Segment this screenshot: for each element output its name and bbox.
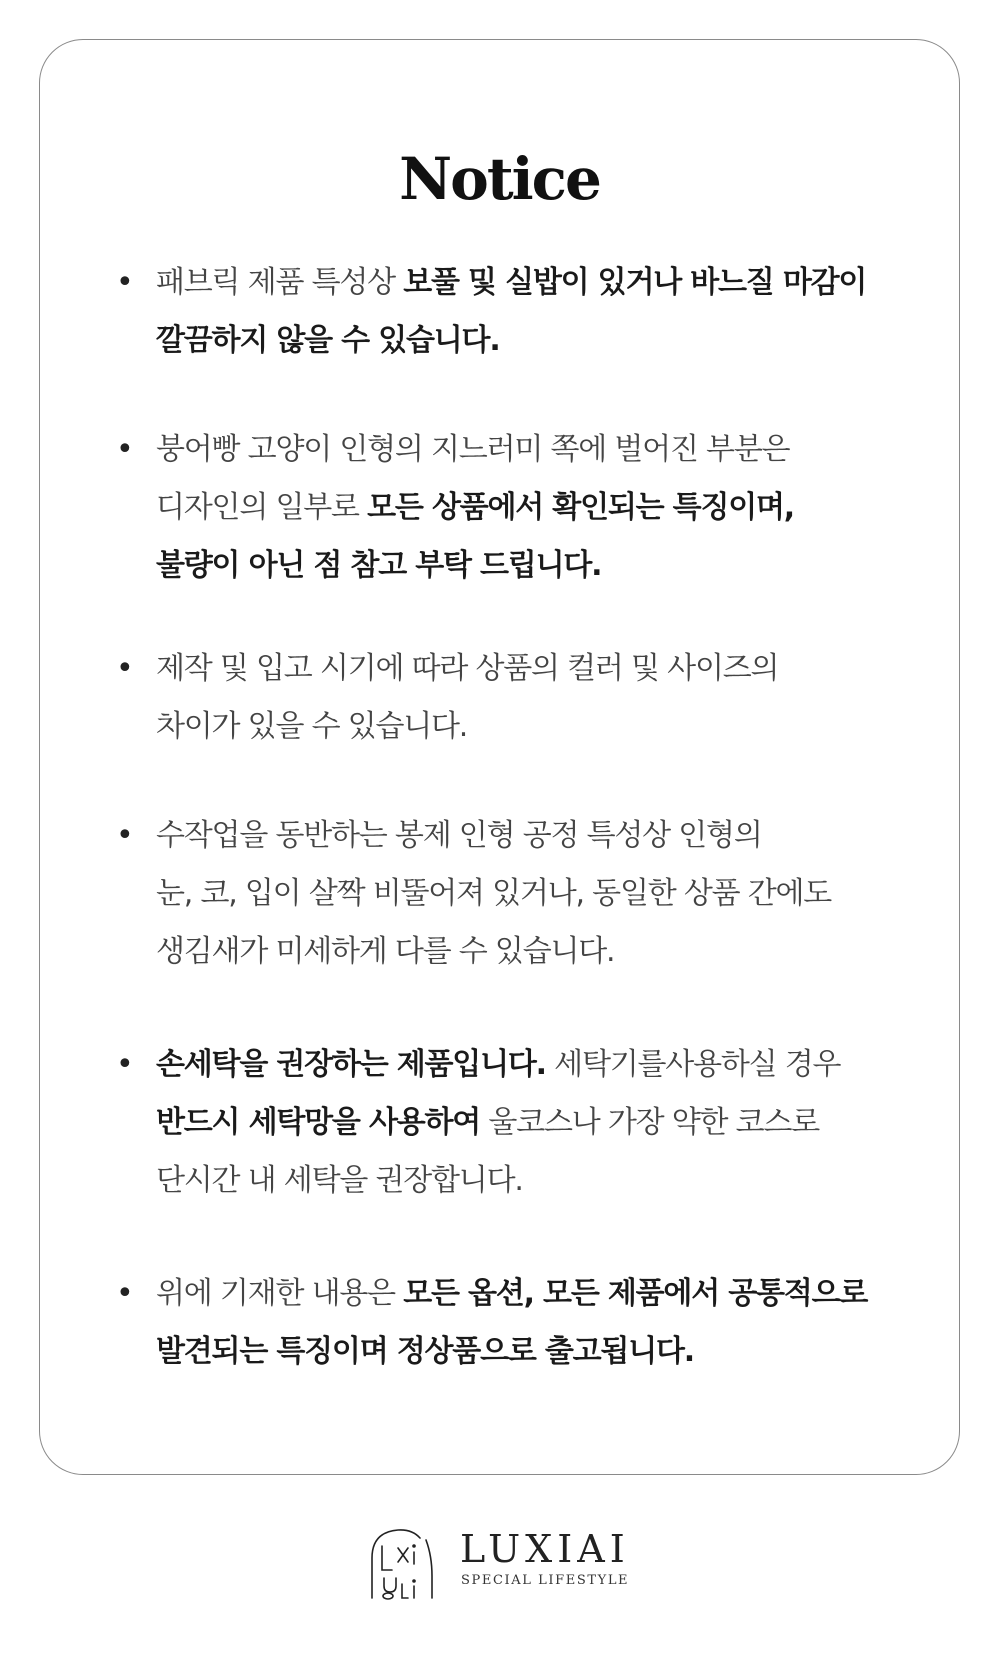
notice-item-standard	[116, 1265, 936, 1381]
notice-text-normal: 세탁기를사용하실 경우	[545, 1047, 841, 1082]
brand-logo	[368, 1526, 658, 1600]
notice-text-bold: 보풀 및 실밥이 있거나 바느질 마감이	[403, 265, 867, 300]
notice-text-bold: 손세탁을 권장하는 제품입니다.	[156, 1047, 546, 1082]
notice-line	[156, 807, 936, 865]
notice-line	[156, 640, 936, 698]
notice-text-normal: 생김새가 미세하게 다를 수 있습니다.	[156, 934, 615, 969]
notice-text-normal: 위에 기재한 내용은	[156, 1276, 404, 1311]
notice-text-bold: 불량이 아닌 점 참고 부탁 드립니다.	[156, 548, 602, 583]
notice-line	[156, 1323, 936, 1381]
notice-text-bold: 모든 상품에서 확인되는 특징이며,	[367, 490, 794, 525]
brand-name: LUXIAI	[460, 1527, 630, 1571]
notice-line	[156, 312, 936, 370]
bullet-dot: •	[116, 1276, 134, 1311]
notice-text-normal: 눈, 코, 입이 살짝 비뚤어져 있거나, 동일한 상품 간에도	[156, 876, 832, 911]
bullet-dot: •	[116, 1047, 134, 1082]
notice-item-design	[116, 421, 936, 595]
notice-item-handmade	[116, 807, 936, 981]
bullet-dot: •	[116, 432, 134, 467]
notice-text-normal: 차이가 있을 수 있습니다.	[156, 709, 468, 744]
notice-line	[156, 1152, 936, 1210]
notice-card	[39, 39, 960, 1475]
notice-text	[156, 1265, 936, 1381]
page-title: Notice	[399, 145, 600, 213]
notice-line	[156, 537, 936, 595]
notice-text-bold: 깔끔하지 않을 수 있습니다.	[156, 323, 500, 358]
notice-line	[156, 698, 936, 756]
notice-line	[156, 923, 936, 981]
notice-line	[156, 865, 936, 923]
luxiai-monogram-icon	[368, 1526, 454, 1600]
notice-line	[156, 479, 936, 537]
notice-text	[156, 807, 936, 981]
notice-line	[156, 254, 936, 312]
notice-text	[156, 254, 936, 370]
bullet-dot: •	[116, 651, 134, 686]
notice-text-normal: 단시간 내 세탁을 권장합니다.	[156, 1163, 523, 1198]
notice-text-bold: 발견되는 특징이며 정상품으로 출고됩니다.	[156, 1334, 694, 1369]
notice-text-normal: 디자인의 일부로	[156, 490, 368, 525]
notice-line	[156, 1036, 936, 1094]
notice-item-fabric	[116, 254, 936, 370]
notice-text-bold: 반드시 세탁망을 사용하여	[156, 1105, 481, 1140]
bullet-dot: •	[116, 818, 134, 853]
notice-text-normal: 붕어빵 고양이 인형의 지느러미 쪽에 벌어진 부분은	[156, 432, 790, 467]
notice-text-normal: 수작업을 동반하는 봉제 인형 공정 특성상 인형의	[156, 818, 762, 853]
brand-tagline: SPECIAL LIFESTYLE	[461, 1573, 630, 1588]
notice-text-normal: 패브릭 제품 특성상	[156, 265, 404, 300]
bullet-dot: •	[116, 265, 134, 300]
notice-line	[156, 1094, 936, 1152]
notice-text	[156, 421, 936, 595]
notice-text-bold: 모든 옵션, 모든 제품에서 공통적으로	[403, 1276, 868, 1311]
notice-text-normal: 울코스나 가장 약한 코스로	[480, 1105, 820, 1140]
notice-line	[156, 1265, 936, 1323]
notice-line	[156, 421, 936, 479]
notice-item-color-size	[116, 640, 936, 756]
notice-text	[156, 640, 936, 756]
notice-text	[156, 1036, 936, 1210]
notice-item-washing	[116, 1036, 936, 1210]
notice-text-normal: 제작 및 입고 시기에 따라 상품의 컬러 및 사이즈의	[156, 651, 779, 686]
